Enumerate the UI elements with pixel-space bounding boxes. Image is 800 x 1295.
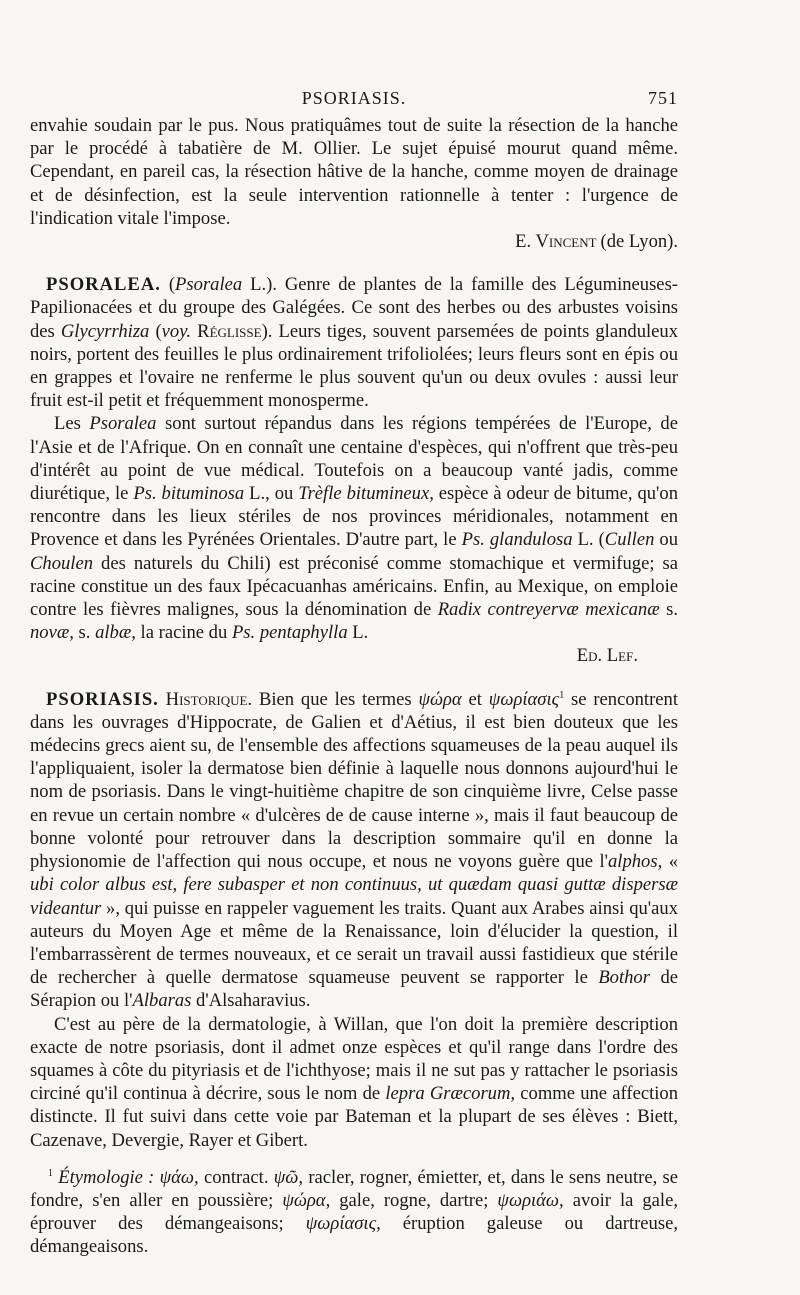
- page: [30, 88, 678, 1259]
- psoralea-paragraph-2: Les Psoralea sont surtout répandus dans les régions tempérées de l'Europe, de l'Asie et de l'Afrique. On en connaît une centaine d'espèces, qui n'offrent que très-peu d'intérêt au point de vue médical. Toutefois on a beaucoup vanté jadis, comme diurétique, le Ps. bituminosa L., ou Trèfle bitumineux, espèce à odeur de bitume, qu'on rencontre dans les lieux stériles de nos provinces méridionales, notamment en Provence et dans les Pyrénées Orientales. D'autre part, le Ps. glandulosa L. (Cullen ou Choulen des naturels du Chili) est préconisé comme stomachique et vermifuge; sa racine constitue un des faux Ipécacuanhas américains. Enfin, au Mexique, on emploie contre les fièvres malignes, sous la dénomination de Radix contreyervæ mexicanæ s. novæ, s. albæ, la racine du Ps. pentaphylla L.: [30, 413, 679, 644]
- footnote-ref: 1: [559, 689, 565, 701]
- author-place: (de Lyon).: [600, 231, 678, 253]
- article-psoralea: [30, 273, 678, 667]
- running-title: PSORIASIS.: [301, 88, 407, 108]
- continuation-signature: [30, 230, 678, 253]
- psoriasis-paragraph-1: PSORIASIS. Historique. Bien que les termes ψώρα et ψωρίασις$^1$ se rencontrent dans les ouvrages d'Hippocrate, de Galien et d'Aétius, il est bien douteux que les médecins grecs aient su, de l'ensemble des affections squameuses de la peau auquel ils l'appliquaient, isoler la dermatose bien définie à laquelle nous donnons aujourd'hui le nom de psoriasis. Dans le vingt-huitième chapitre de son cinquième livre, Celse passe en revue un certain nombre « d'ulcères de de cause interne », mais il faut beaucoup de bonne volonté pour retrouver dans la description sommaire qu'il en donne la physionomie de l'affection qui nous occupe, et nous ne voyons guère que l'alphos, « ubi color albus est, fere subasper et non continuus, ut quædam quasi guttæ dispersæ videantur », qui puisse en rappeler vaguement les traits. Quant aux Arabes ainsi qu'aux auteurs du Moyen Age et même de la Renaissance, loin d'élucider la question, il l'embarrassèrent de termes nouveaux, et ce serait un travail aussi fastidieux que stérile de rechercher à quelle dermatose squameuse peuvent se rapporter le Bothor de Sérapion ou l'Albaras d'Alsaharavius.: [30, 688, 679, 1012]
- continuation-block: [30, 114, 678, 253]
- entry-headword: PSORIASIS.: [46, 688, 159, 710]
- psoralea-signature: Ed. Lef.: [576, 645, 638, 667]
- section-heading: Historique.: [165, 688, 253, 710]
- page-number: 751: [648, 88, 678, 108]
- footnotes: [30, 1166, 678, 1259]
- footnote-mark: 1: [48, 1167, 53, 1179]
- author-name: E. Vincent: [515, 231, 597, 253]
- psoriasis-paragraph-2: C'est au père de la dermatologie, à Willan, que l'on doit la première description exacte de notre psoriasis, dont il admet onze espèces et qu'il range dans l'ordre des squames à côte du pityriasis et de l'ichthyose; mais il ne sut pas y rattacher le psoriasis circiné qu'il continua à décrire, sous le nom de lepra Græcorum, comme une affection distincte. Il fut suivi dans cette voie par Bateman et la plupart de ses élèves : Biett, Cazenave, Devergie, Rayer et Gibert.: [30, 1013, 678, 1151]
- running-head: [30, 88, 678, 114]
- footnote: $^1$ Étymologie : ψάω, contract. ψῶ, racler, rogner, émietter, et, dans le sens neutre, se fondre, s'en aller en poussière; ψώρα, gale, rogne, dartre; ψωριάω, avoir la gale, éprouver des démangeaisons; ψωρίασις, éruption galeuse ou dartreuse, démangeaisons.: [30, 1166, 679, 1258]
- continuation-text: envahie soudain par le pus. Nous pratiquâmes tout de suite la résection de la hanche par le procédé à tabatière de M. Ollier. Le sujet épuisé mourut quand même. Cependant, en pareil cas, la résection hâtive de la hanche, comme moyen de drainage et de désinfection, est la seule intervention rationnelle à tenter : l'urgence de l'indication vitale l'impose.: [30, 115, 678, 229]
- psoralea-paragraph-1: PSORALEA. (Psoralea L.). Genre de plantes de la famille des Légumineuses-Papilionacées et du groupe des Galégées. Ce sont des herbes ou des arbustes voisins des Glycyrrhiza (voy. Réglisse). Leurs tiges, souvent parsemées de points glanduleux noirs, portent des feuilles le plus ordinairement trifoliolées; leurs fleurs sont en épis ou en grappes et l'ovaire ne renferme le plus souvent qu'un ou deux ovules : aussi leur fruit est-il petit et fréquemment monosperme.: [30, 274, 679, 412]
- entry-headword: PSORALEA.: [46, 274, 161, 296]
- article-psoriasis: [30, 688, 678, 1152]
